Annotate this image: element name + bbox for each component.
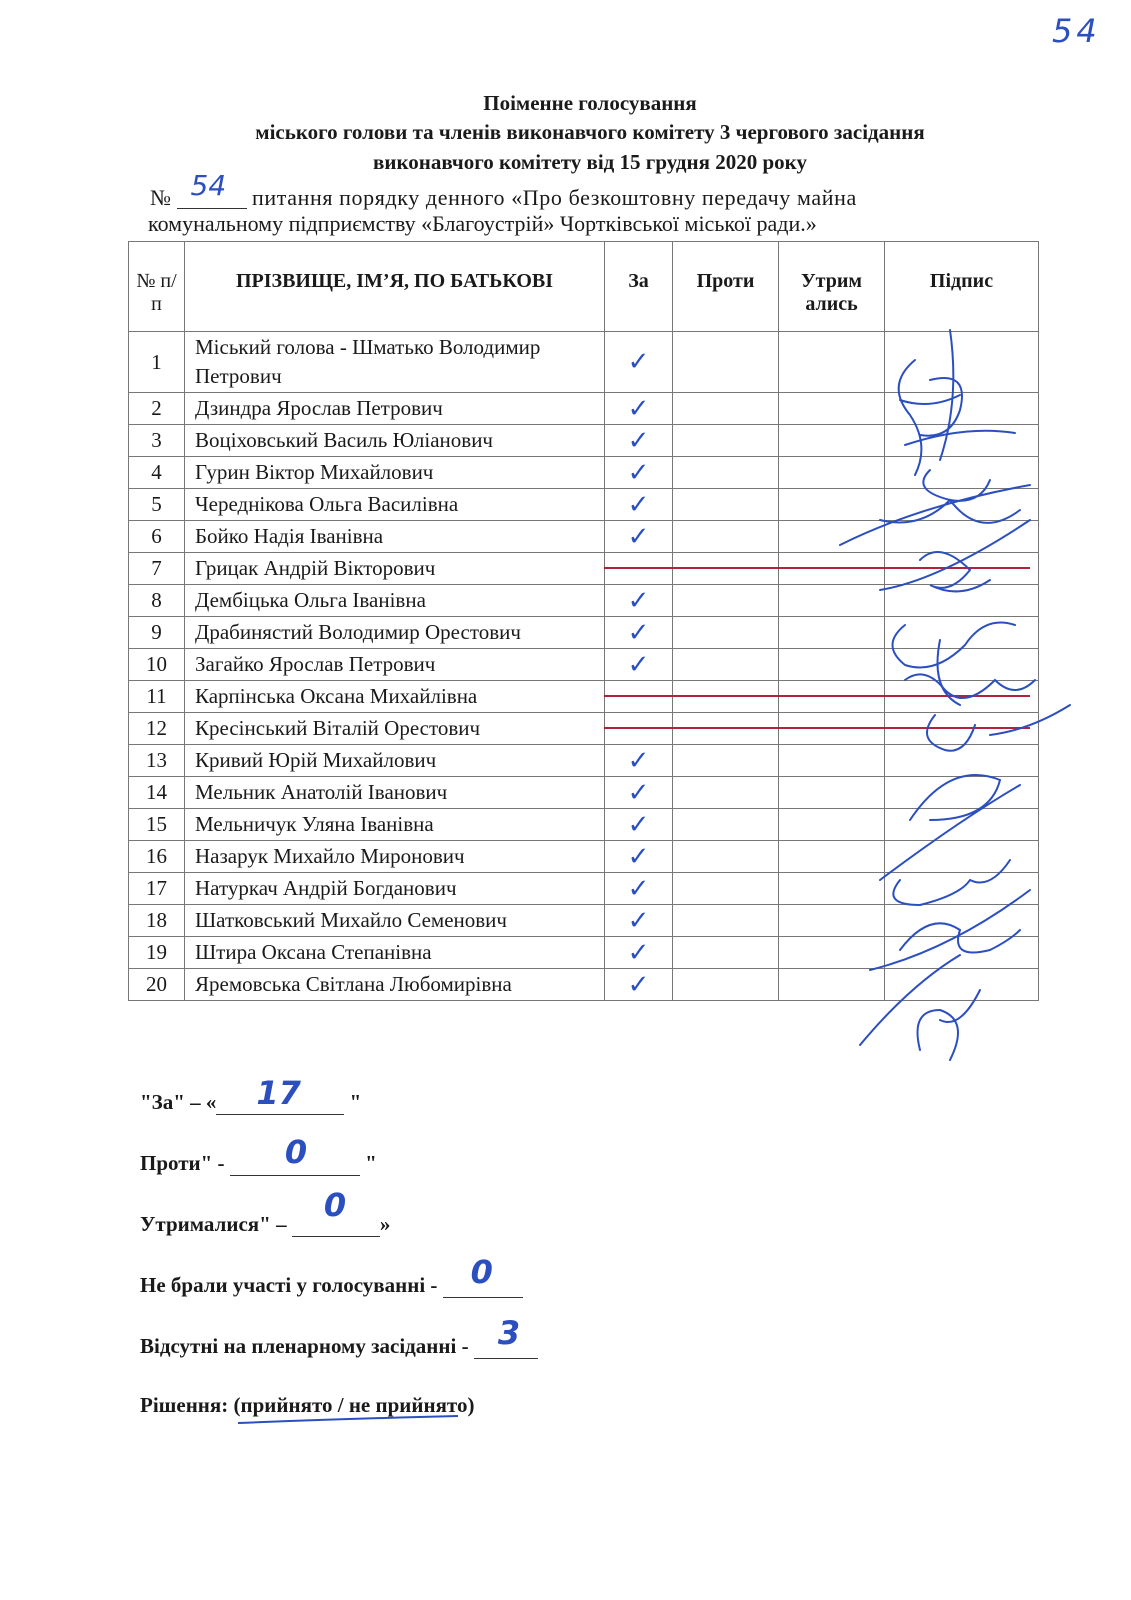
member-name: Мельник Анатолій Іванович xyxy=(185,777,605,809)
column-header-signature: Підпис xyxy=(885,242,1039,332)
check-mark-icon: ✓ xyxy=(627,521,650,552)
signature-cell xyxy=(885,585,1039,617)
member-name: Мельничук Уляна Іванівна xyxy=(185,809,605,841)
agenda-text-line-1: питання порядку денного «Про безкоштовну передачу майна xyxy=(252,185,857,210)
row-number: 18 xyxy=(129,905,185,937)
summary-against xyxy=(140,1133,377,1176)
column-header-number: № п/ п xyxy=(129,242,185,332)
row-number: 14 xyxy=(129,777,185,809)
vote-against-cell xyxy=(673,809,779,841)
vote-for-cell xyxy=(605,841,673,873)
row-number: 13 xyxy=(129,745,185,777)
vote-abstained-cell xyxy=(779,841,885,873)
row-number: 8 xyxy=(129,585,185,617)
vote-against-cell xyxy=(673,841,779,873)
table-row xyxy=(129,393,1039,425)
vote-for-cell xyxy=(605,521,673,553)
vote-abstained-cell xyxy=(779,489,885,521)
vote-abstained-cell xyxy=(779,617,885,649)
row-number: 6 xyxy=(129,521,185,553)
check-mark-icon: ✓ xyxy=(627,937,650,968)
decision-options xyxy=(234,1393,475,1417)
member-name: Воціховський Василь Юліанович xyxy=(185,425,605,457)
vote-abstained-cell xyxy=(779,393,885,425)
row-number: 15 xyxy=(129,809,185,841)
vote-against-cell xyxy=(673,873,779,905)
summary-abstained-value: 0 xyxy=(323,1186,347,1224)
vote-against-cell xyxy=(673,457,779,489)
summary-not-voted-field xyxy=(443,1253,523,1298)
vote-abstained-cell xyxy=(779,745,885,777)
table-row xyxy=(129,585,1039,617)
signature-cell xyxy=(885,425,1039,457)
summary-for xyxy=(140,1074,362,1115)
summary-against-close: " xyxy=(365,1151,377,1175)
check-mark-icon: ✓ xyxy=(627,969,650,1000)
vote-abstained-cell xyxy=(779,585,885,617)
summary-not-voted-label: Не брали участі у голосуванні - xyxy=(140,1273,438,1297)
roll-call-table xyxy=(128,241,1039,1001)
row-number: 5 xyxy=(129,489,185,521)
vote-against-cell xyxy=(673,521,779,553)
signature-cell xyxy=(885,457,1039,489)
title-line-2: міського голови та членів виконавчого комітету 3 чергового засідання xyxy=(255,120,925,144)
check-mark-icon: ✓ xyxy=(627,489,650,520)
member-name: Грицак Андрій Вікторович xyxy=(185,553,605,585)
vote-against-cell xyxy=(673,617,779,649)
signature-cell xyxy=(885,332,1039,393)
table-row xyxy=(129,937,1039,969)
member-name: Штира Оксана Степанівна xyxy=(185,937,605,969)
vote-for-cell xyxy=(605,489,673,521)
vote-against-cell xyxy=(673,745,779,777)
summary-abstained-close: » xyxy=(379,1212,391,1236)
table-header-row xyxy=(129,242,1039,332)
signature-cell xyxy=(885,873,1039,905)
vote-for-cell xyxy=(605,969,673,1001)
vote-abstained-cell xyxy=(779,809,885,841)
title-line-1: Поіменне голосування xyxy=(483,91,697,115)
vote-for-cell xyxy=(605,393,673,425)
vote-for-cell xyxy=(605,905,673,937)
check-mark-icon: ✓ xyxy=(627,905,650,936)
check-mark-icon: ✓ xyxy=(627,585,650,616)
member-name: Карпінська Оксана Михайлівна xyxy=(185,681,605,713)
signature-cell xyxy=(885,809,1039,841)
check-mark-icon: ✓ xyxy=(627,745,650,776)
vote-for-cell xyxy=(605,649,673,681)
summary-against-field xyxy=(230,1133,360,1176)
decision-options-text: (прийнято / не прийнято) xyxy=(233,1393,475,1417)
vote-for-cell xyxy=(605,777,673,809)
vote-abstained-cell xyxy=(779,457,885,489)
vote-against-cell xyxy=(673,937,779,969)
summary-abstained-field xyxy=(292,1186,380,1237)
table-row xyxy=(129,457,1039,489)
table-row xyxy=(129,332,1039,393)
signature-cell xyxy=(885,937,1039,969)
vote-against-cell xyxy=(673,332,779,393)
absent-strike-line xyxy=(604,727,1030,729)
member-name: Назарук Михайло Миронович xyxy=(185,841,605,873)
absent-strike-line xyxy=(604,567,1030,569)
vote-for-cell xyxy=(605,585,673,617)
summary-for-close: " xyxy=(349,1090,362,1114)
row-number: 2 xyxy=(129,393,185,425)
member-name: Гурин Віктор Михайлович xyxy=(185,457,605,489)
vote-abstained-cell xyxy=(779,332,885,393)
table-row xyxy=(129,905,1039,937)
check-mark-icon: ✓ xyxy=(627,347,650,377)
check-mark-icon: ✓ xyxy=(627,457,650,488)
vote-abstained-cell xyxy=(779,873,885,905)
summary-abstained-label: Утрималися" – xyxy=(140,1212,287,1236)
vote-for-cell xyxy=(605,745,673,777)
member-name: Міський голова - Шматько Володимир Петрович xyxy=(185,332,605,393)
row-number: 3 xyxy=(129,425,185,457)
vote-against-cell xyxy=(673,425,779,457)
vote-abstained-cell xyxy=(779,937,885,969)
row-number: 11 xyxy=(129,681,185,713)
column-header-abstained: Утрим ались xyxy=(779,242,885,332)
vote-for-cell xyxy=(605,873,673,905)
table-body xyxy=(129,332,1039,1001)
agenda-line-2: комунальному підприємству «Благоустрій» Чортківської міської ради.» xyxy=(148,211,817,236)
signature-cell xyxy=(885,649,1039,681)
column-header-against: Проти xyxy=(673,242,779,332)
check-mark-icon: ✓ xyxy=(627,809,650,840)
vote-against-cell xyxy=(673,777,779,809)
summary-for-label: "За" – « xyxy=(140,1090,217,1114)
vote-for-cell xyxy=(605,457,673,489)
agenda-item-number-field xyxy=(177,169,247,209)
check-mark-icon: ✓ xyxy=(627,873,650,904)
check-mark-icon: ✓ xyxy=(627,425,650,456)
column-header-for: За xyxy=(605,242,673,332)
row-number: 10 xyxy=(129,649,185,681)
table-row xyxy=(129,969,1039,1001)
vote-abstained-cell xyxy=(779,905,885,937)
signature-cell xyxy=(885,905,1039,937)
summary-decision xyxy=(140,1393,474,1418)
member-name: Яремовська Світлана Любомирівна xyxy=(185,969,605,1001)
row-number: 20 xyxy=(129,969,185,1001)
summary-absent xyxy=(140,1314,538,1359)
summary-against-value: 0 xyxy=(284,1133,308,1171)
vote-for-cell xyxy=(605,332,673,393)
check-mark-icon: ✓ xyxy=(627,393,650,424)
member-name: Кривий Юрій Михайлович xyxy=(185,745,605,777)
member-name: Бойко Надія Іванівна xyxy=(185,521,605,553)
table-row xyxy=(129,873,1039,905)
signature-cell xyxy=(885,489,1039,521)
signature-cell xyxy=(885,969,1039,1001)
signature-cell xyxy=(885,393,1039,425)
row-number: 19 xyxy=(129,937,185,969)
agenda-item-number: 54 xyxy=(190,169,227,202)
column-header-name: ПРІЗВИЩЕ, ІМ’Я, ПО БАТЬКОВІ xyxy=(185,242,605,332)
member-name: Череднікова Ольга Василівна xyxy=(185,489,605,521)
vote-abstained-cell xyxy=(779,777,885,809)
table-row xyxy=(129,425,1039,457)
check-mark-icon: ✓ xyxy=(627,777,650,808)
vote-abstained-cell xyxy=(779,969,885,1001)
row-number: 12 xyxy=(129,713,185,745)
table-row xyxy=(129,841,1039,873)
vote-against-cell xyxy=(673,905,779,937)
vote-for-cell xyxy=(605,809,673,841)
summary-against-label: Проти" - xyxy=(140,1151,225,1175)
table-row xyxy=(129,809,1039,841)
member-name: Загайко Ярослав Петрович xyxy=(185,649,605,681)
summary-absent-value: 3 xyxy=(497,1314,521,1352)
table-row xyxy=(129,777,1039,809)
vote-against-cell xyxy=(673,969,779,1001)
vote-abstained-cell xyxy=(779,425,885,457)
check-mark-icon: ✓ xyxy=(627,649,650,680)
summary-for-field xyxy=(216,1074,344,1115)
row-number: 16 xyxy=(129,841,185,873)
row-number: 17 xyxy=(129,873,185,905)
vote-against-cell xyxy=(673,393,779,425)
summary-not-voted-value: 0 xyxy=(470,1253,493,1291)
member-name: Дембіцька Ольга Іванівна xyxy=(185,585,605,617)
decision-label: Рішення: xyxy=(140,1393,229,1417)
table-row xyxy=(129,521,1039,553)
row-number: 4 xyxy=(129,457,185,489)
summary-not-voted xyxy=(140,1253,523,1298)
vote-abstained-cell xyxy=(779,649,885,681)
member-name: Кресінський Віталій Орестович xyxy=(185,713,605,745)
check-mark-icon: ✓ xyxy=(627,617,650,648)
vote-abstained-cell xyxy=(779,521,885,553)
member-name: Шатковський Михайло Семенович xyxy=(185,905,605,937)
vote-against-cell xyxy=(673,585,779,617)
vote-against-cell xyxy=(673,489,779,521)
vote-for-cell xyxy=(605,617,673,649)
summary-absent-label: Відсутні на пленарному засіданні - xyxy=(140,1334,469,1358)
member-name: Драбинястий Володимир Орестович xyxy=(185,617,605,649)
signature-cell xyxy=(885,521,1039,553)
summary-absent-field xyxy=(474,1314,538,1359)
decision-underline xyxy=(234,1415,464,1429)
table-row xyxy=(129,649,1039,681)
title-line-3: виконавчого комітету від 15 грудня 2020 року xyxy=(373,150,807,174)
agenda-line-1 xyxy=(150,169,1040,210)
table-row xyxy=(129,617,1039,649)
table-row xyxy=(129,745,1039,777)
table-row xyxy=(129,489,1039,521)
row-number: 7 xyxy=(129,553,185,585)
signature-cell xyxy=(885,841,1039,873)
member-name: Натуркач Андрій Богданович xyxy=(185,873,605,905)
page-number: 54 xyxy=(1052,12,1101,50)
summary-abstained xyxy=(140,1186,391,1237)
vote-for-cell xyxy=(605,937,673,969)
check-mark-icon: ✓ xyxy=(627,841,650,872)
signature-cell xyxy=(885,777,1039,809)
member-name: Дзиндра Ярослав Петрович xyxy=(185,393,605,425)
signature-cell xyxy=(885,745,1039,777)
agenda-number-prefix: № xyxy=(150,185,171,210)
vote-for-cell xyxy=(605,425,673,457)
vote-against-cell xyxy=(673,649,779,681)
row-number: 1 xyxy=(129,332,185,393)
row-number: 9 xyxy=(129,617,185,649)
signature-cell xyxy=(885,617,1039,649)
summary-for-value: 17 xyxy=(256,1074,301,1112)
absent-strike-line xyxy=(604,695,1030,697)
